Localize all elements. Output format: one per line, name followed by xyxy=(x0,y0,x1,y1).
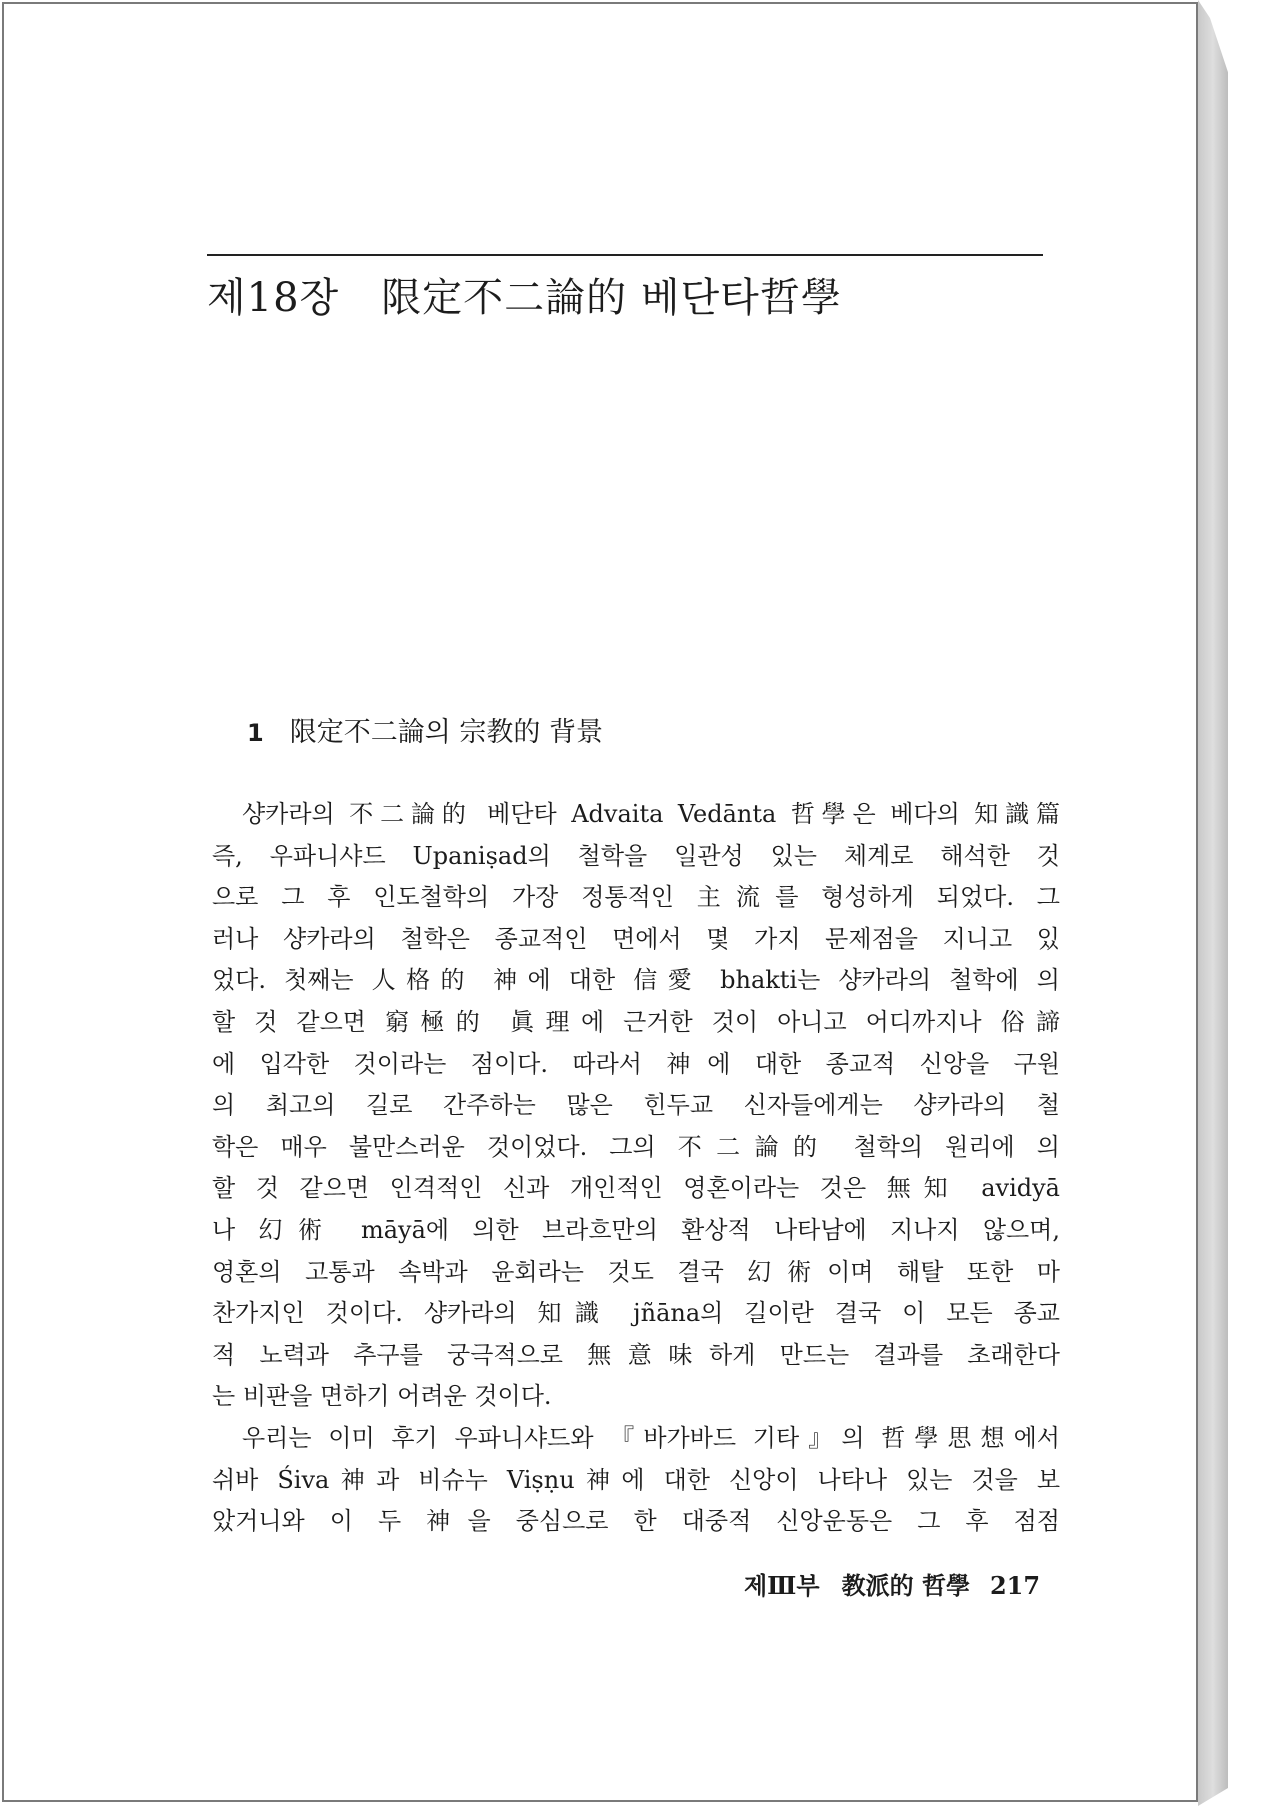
chapter-title xyxy=(207,266,842,323)
body-line: 었다. 첫째는 人格的 神에 대한 信愛 bhakti는 샹카라의 철학에 의 xyxy=(212,966,1060,995)
body-line: 할 것 같으면 窮極的 眞理에 근거한 것이 아니고 어디까지나 俗諦 xyxy=(212,1007,1060,1036)
body-text xyxy=(212,794,1060,1543)
body-line: 영혼의 고통과 속박과 윤회라는 것도 결국 幻術이며 해탈 또한 마 xyxy=(212,1257,1060,1286)
chapter-rule xyxy=(207,254,1043,256)
section-heading xyxy=(247,710,603,749)
section-number: 1 xyxy=(247,719,264,747)
body-line: 러나 샹카라의 철학은 종교적인 면에서 몇 가지 문제점을 지니고 있 xyxy=(212,924,1060,953)
body-line: 학은 매우 불만스러운 것이었다. 그의 不二論的 철학의 원리에 의 xyxy=(212,1132,1060,1161)
chapter-name: 限定不二論的 베단타哲學 xyxy=(381,275,842,321)
section-title: 限定不二論의 宗教的 背景 xyxy=(289,717,603,748)
book-page xyxy=(2,2,1198,1802)
body-line: 우리는 이미 후기 우파니샤드와 『바가바드 기타』의 哲學思想에서 xyxy=(242,1423,1060,1452)
body-line: 에 입각한 것이라는 점이다. 따라서 神에 대한 종교적 신앙을 구원 xyxy=(212,1049,1060,1078)
body-line: 찬가지인 것이다. 샹카라의 知識 jñāna의 길이란 결국 이 모든 종교 xyxy=(212,1299,1060,1328)
page-stack-edge xyxy=(1198,0,1228,1806)
body-line: 으로 그 후 인도철학의 가장 정통적인 主流를 형성하게 되었다. 그 xyxy=(212,883,1060,912)
footer-part: 제Ⅲ부 xyxy=(744,1571,820,1600)
page-number: 217 xyxy=(989,1571,1041,1600)
footer-title: 教派的 哲學 xyxy=(841,1571,970,1600)
body-line: 적 노력과 추구를 궁극적으로 無意味하게 만드는 결과를 초래한다 xyxy=(212,1340,1060,1369)
body-line: 았거니와 이 두 神을 중심으로 한 대중적 신앙운동은 그 후 점점 xyxy=(212,1507,1060,1536)
body-line: 는 비판을 면하기 어려운 것이다. xyxy=(212,1382,552,1411)
body-line: 나 幻術 māyā에 의한 브라흐만의 환상적 나타남에 지나지 않으며, xyxy=(212,1215,1060,1244)
chapter-number: 제18장 xyxy=(207,275,340,321)
body-line: 쉬바 Śiva神과 비슈누 Viṣṇu神에 대한 신앙이 나타나 있는 것을 보 xyxy=(212,1465,1060,1494)
body-line: 샹카라의 不二論的 베단타 Advaita Vedānta 哲學은 베다의 知識篇 xyxy=(242,800,1060,828)
body-line: 즉, 우파니샤드 Upaniṣad의 철학을 일관성 있는 체계로 해석한 것 xyxy=(212,841,1060,870)
running-footer xyxy=(744,1566,1040,1601)
body-line: 의 최고의 길로 간주하는 많은 힌두교 신자들에게는 샹카라의 철 xyxy=(212,1091,1060,1120)
body-line: 할 것 같으면 인격적인 신과 개인적인 영혼이라는 것은 無知 avidyā xyxy=(212,1174,1060,1203)
